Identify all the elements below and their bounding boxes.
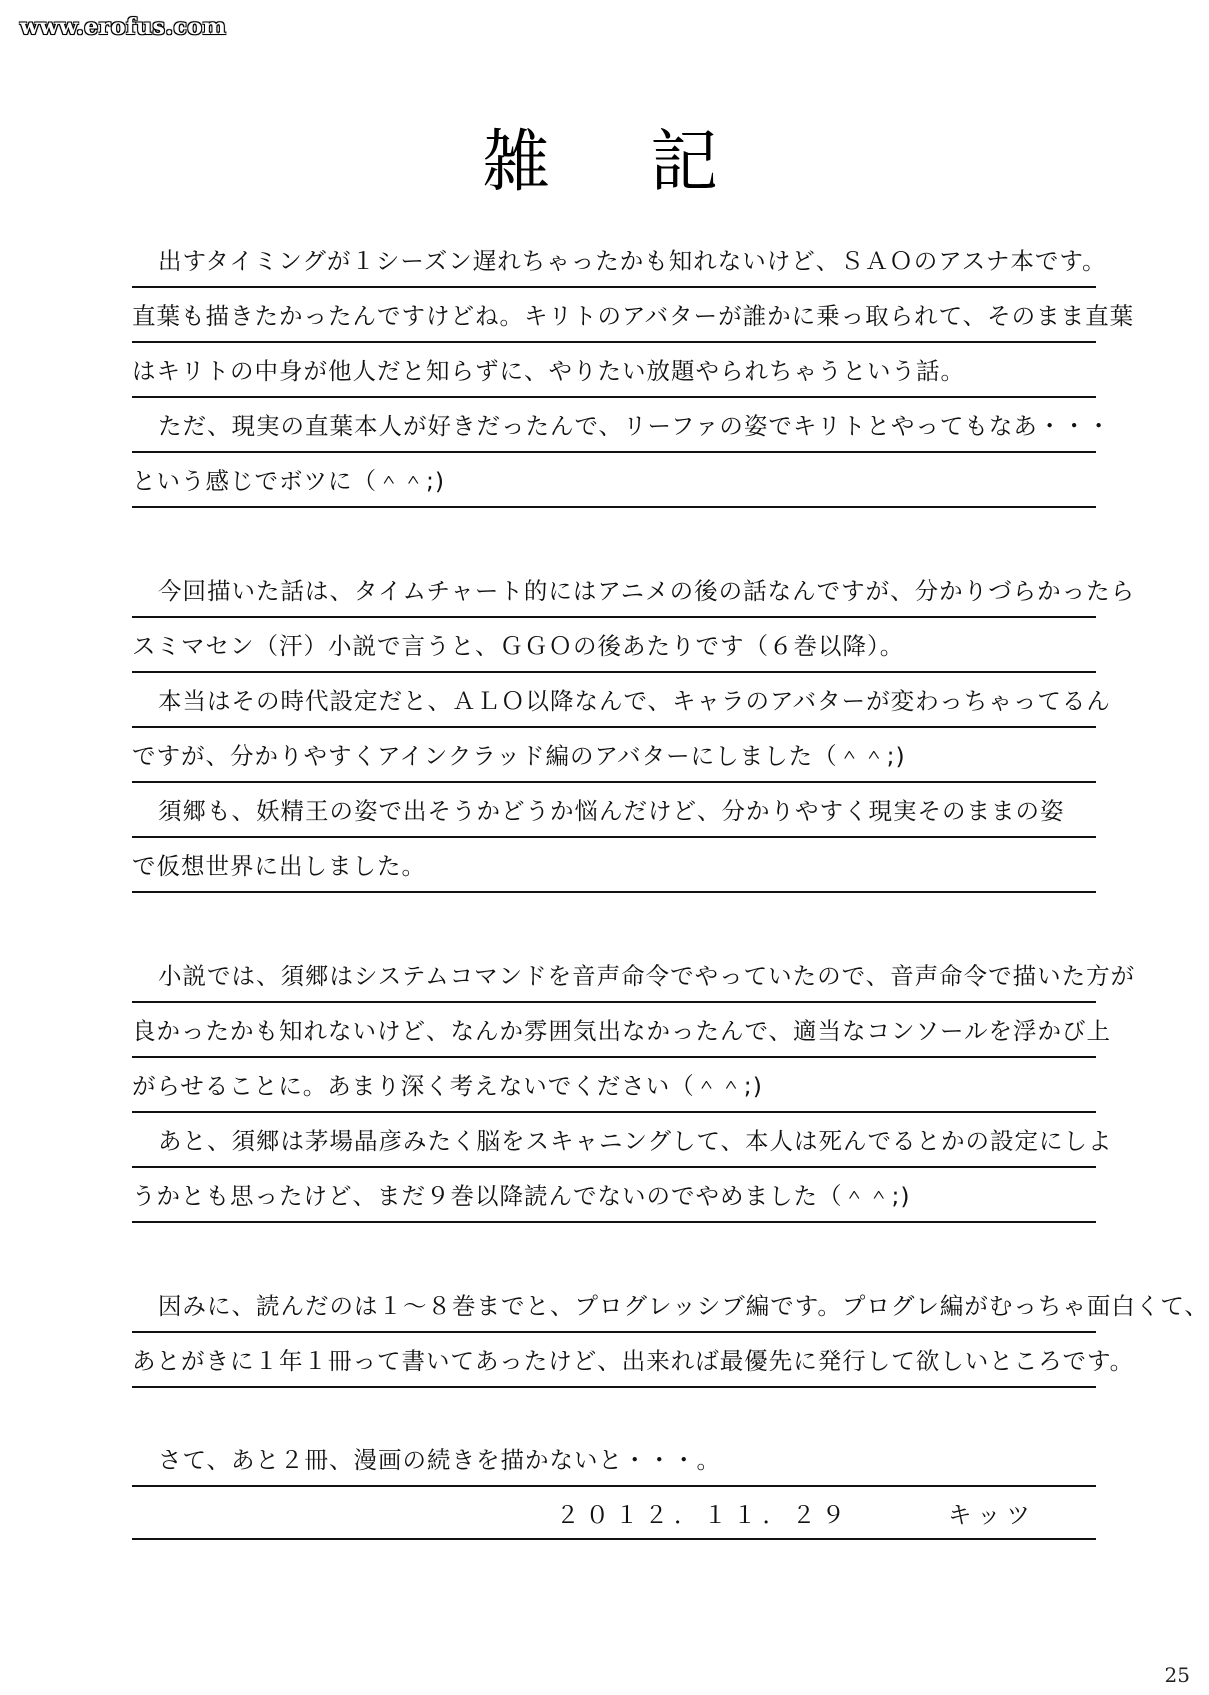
- text-line-5: という感じでボツに（＾＾;): [132, 458, 1096, 508]
- text-line-13: 良かったかも知れないけど、なんか雰囲気出なかったんで、適当なコンソールを浮かび上: [132, 1008, 1096, 1058]
- text-line-19: さて、あと２冊、漫画の続きを描かないと・・・。: [132, 1437, 1096, 1487]
- page-title: 雑記: [481, 123, 818, 202]
- text-line-12: 小説では、須郷はシステムコマンドを音声命令でやっていたので、音声命令で描いた方が: [132, 953, 1096, 1003]
- text-line-9: ですが、分かりやすくアインクラッド編のアバターにしました（＾＾;): [132, 733, 1096, 783]
- text-line-17: 因みに、読んだのは１～８巻までと、プログレッシブ編です。プログレ編がむっちゃ面白くて、: [132, 1283, 1096, 1333]
- text-line-15: あと、須郷は茅場晶彦みたく脳をスキャニングして、本人は死んでるとかの設定にしよ: [132, 1118, 1096, 1168]
- signature-author: キッツ: [947, 1501, 1036, 1529]
- text-line-10: 須郷も、妖精王の姿で出そうかどうか悩んだけど、分かりやすく現実そのままの姿: [132, 788, 1096, 838]
- text-line-6: 今回描いた話は、タイムチャート的にはアニメの後の話なんですが、分かりづらかったら: [132, 568, 1096, 618]
- text-line-18: あとがきに１年１冊って書いてあったけど、出来れば最優先に発行して欲しいところです。: [132, 1338, 1096, 1388]
- text-line-3: はキリトの中身が他人だと知らずに、やりたい放題やられちゃうという話。: [132, 348, 1096, 398]
- text-line-2: 直葉も描きたかったんですけどね。キリトのアバターが誰かに乗っ取られて、そのまま直葉: [132, 293, 1096, 343]
- text-line-1: 出すタイミングが１シーズン遅れちゃったかも知れないけど、ＳＡＯのアスナ本です。: [132, 238, 1096, 288]
- text-line-11: で仮想世界に出しました。: [132, 843, 1096, 893]
- text-line-16: うかとも思ったけど、まだ９巻以降読んでないのでやめました（＾＾;): [132, 1173, 1096, 1223]
- watermark-text: www.erofus.com: [20, 14, 227, 40]
- signature-line: [132, 1492, 1096, 1540]
- text-line-14: がらせることに。あまり深く考えないでください（＾＾;): [132, 1063, 1096, 1113]
- page-number: 25: [1164, 1663, 1190, 1687]
- text-line-7: スミマセン（汗）小説で言うと、ＧＧＯの後あたりです（６巻以降）。: [132, 623, 1096, 673]
- text-line-8: 本当はその時代設定だと、ＡＬＯ以降なんで、キャラのアバターが変わっちゃってるん: [132, 678, 1096, 728]
- signature-date: ２０１２．１１．２９: [556, 1501, 851, 1529]
- text-line-4: ただ、現実の直葉本人が好きだったんで、リーファの姿でキリトとやってもなあ・・・: [132, 403, 1096, 453]
